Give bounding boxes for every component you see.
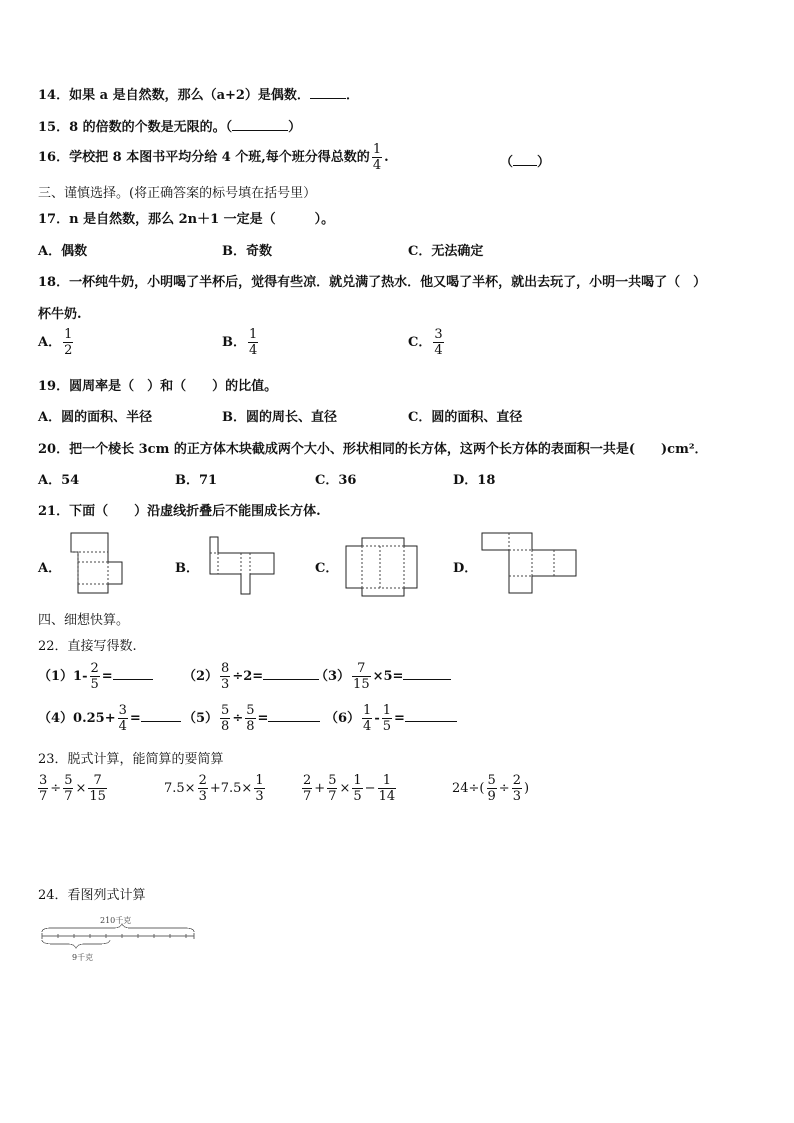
net-diagram-d — [480, 532, 578, 594]
q20-option-d[interactable]: D．18 — [453, 473, 496, 488]
q23-expr-4: 24÷( $\frac{5}{9}$ ÷ $\frac{2}{3}$ ) — [452, 773, 530, 804]
diagram-top-label: 210千克 — [100, 916, 132, 925]
answer-blank[interactable] — [403, 679, 451, 680]
question-16: 16．学校把 8 本图书平均分给 4 个班,每个班分得总数的 $\frac{1}{4}$ . — [38, 142, 389, 173]
question-22-title: 22．直接写得数. — [38, 639, 137, 654]
q20-option-b[interactable]: B．71 — [175, 473, 218, 488]
answer-blank[interactable] — [263, 679, 319, 680]
section-4-heading: 四、细想快算。 — [38, 613, 130, 628]
q19-option-b[interactable]: B．圆的周长、直径 — [222, 410, 337, 425]
q23-expr-3: $\frac{2}{7}$ + $\frac{5}{7}$ × $\frac{1}{5}$ − $\frac{1}{14}$ — [303, 773, 396, 804]
q21-option-a[interactable]: A． — [38, 561, 62, 576]
answer-blank[interactable] — [310, 98, 346, 99]
fraction: $\frac{1}{4}$ — [249, 327, 258, 358]
question-15: 15．8 的倍数的个数是无限的。（ ） — [38, 120, 302, 135]
fraction: $\frac{1}{2}$ — [64, 327, 73, 358]
q20-option-a[interactable]: A．54 — [38, 473, 80, 488]
net-diagram-a — [68, 532, 126, 594]
question-18-cont: 杯牛奶. — [38, 307, 82, 322]
answer-blank[interactable] — [232, 130, 288, 131]
q22-item-2: （2） $\frac{8}{3}$ ÷2= — [183, 661, 319, 692]
q22-item-4: （4）0.25+ $\frac{3}{4}$ = — [38, 703, 181, 734]
q21-option-d[interactable]: D． — [453, 561, 478, 576]
answer-blank[interactable] — [268, 721, 320, 722]
diagram-bottom-label: 9千克 — [72, 953, 94, 962]
q17-option-a[interactable]: A．偶数 — [38, 244, 88, 259]
q23-expr-2: 7.5× $\frac{2}{3}$ +7.5× $\frac{1}{3}$ — [164, 773, 264, 804]
fraction: $\frac{1}{4}$ — [372, 142, 382, 173]
q20-option-c[interactable]: C．36 — [315, 473, 357, 488]
q22-item-5: （5） $\frac{5}{8}$ ÷ $\frac{5}{8}$ = — [183, 703, 320, 734]
question-23-title: 23．脱式计算，能简算的要简算 — [38, 752, 224, 767]
answer-blank[interactable] — [405, 721, 457, 722]
q17-option-b[interactable]: B．奇数 — [222, 244, 272, 259]
q18-option-a[interactable]: A． $\frac{1}{2}$ — [38, 327, 73, 358]
question-21: 21．下面（ ）沿虚线折叠后不能围成长方体. — [38, 504, 321, 519]
net-diagram-c — [344, 537, 418, 597]
q21-option-b[interactable]: B． — [175, 561, 199, 576]
q19-option-c[interactable]: C．圆的面积、直径 — [408, 410, 523, 425]
net-diagram-b — [208, 536, 276, 596]
q17-option-c[interactable]: C．无法确定 — [408, 244, 484, 259]
q19-option-a[interactable]: A．圆的面积、半径 — [38, 410, 153, 425]
q21-option-c[interactable]: C． — [315, 561, 339, 576]
answer-blank[interactable] — [113, 679, 153, 680]
q23-expr-1: $\frac{3}{7}$ ÷ $\frac{5}{7}$ × $\frac{7}{15}$ — [39, 773, 106, 804]
q15-text: 15．8 的倍数的个数是无限的。（ — [38, 120, 233, 135]
question-17: 17．n 是自然数，那么 2n＋1 一定是（ ）。 — [38, 212, 335, 227]
q14-text: 14．如果 a 是自然数，那么（a+2）是偶数． — [38, 88, 310, 103]
answer-blank[interactable] — [141, 721, 181, 722]
question-18: 18．一杯纯牛奶，小明喝了半杯后，觉得有些凉．就兑满了热水．他又喝了半杯，就出去玩了，小明一共喝了（ ） — [38, 275, 707, 290]
question-19: 19．圆周率是（ ）和（ ）的比值。 — [38, 379, 278, 394]
q22-item-3: （3） $\frac{7}{15}$ ×5= — [315, 661, 451, 692]
question-20: 20．把一个棱长 3cm 的正方体木块截成两个大小、形状相同的长方体，这两个长方体的表面积一共是( )cm²． — [38, 442, 708, 457]
question-24-title: 24．看图列式计算 — [38, 888, 146, 903]
segment-diagram — [40, 922, 198, 954]
question-14: 14．如果 a 是自然数，那么（a+2）是偶数． ． — [38, 88, 359, 103]
section-3-heading: 三、谨慎选择。(将正确答案的标号填在括号里） — [38, 186, 317, 201]
q18-option-b[interactable]: B． $\frac{1}{4}$ — [222, 327, 258, 358]
q16-answer-paren[interactable]: （ ） — [500, 155, 551, 170]
q22-item-1: （1）1- $\frac{2}{5}$ = — [38, 661, 153, 692]
q16-text: 16．学校把 8 本图书平均分给 4 个班,每个班分得总数的 — [38, 150, 370, 165]
q18-option-c[interactable]: C． $\frac{3}{4}$ — [408, 327, 443, 358]
fraction: $\frac{3}{4}$ — [434, 327, 443, 358]
q22-item-6: （6） $\frac{1}{4}$ - $\frac{1}{5}$ = — [325, 703, 457, 734]
